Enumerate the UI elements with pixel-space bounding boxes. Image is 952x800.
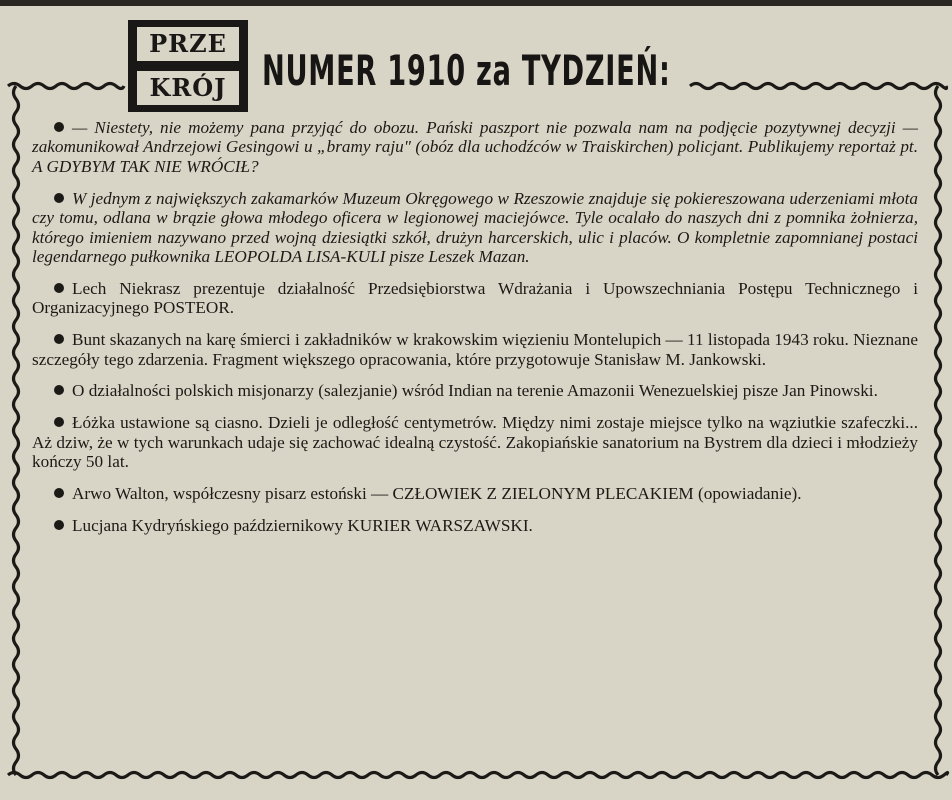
item-text: W jednym z największych zakamarków Muzeum Okręgowego w Rzeszowie znajduje się pokiereszowana uderzeniami młota czy tomu, odlana w brązie głowa młodego oficera w legionowej maciejówce. Tyle ocalało do naszych dni z pomnika żołnierza, którego imieniem nazywano przed wojną dziesiątki szkół, drużyn harcerskich, ulic i placów. O kompletnie zapomnianej postaci legendarnego pułkownika LEOPOLDA LISA-KULI pisze Leszek Mazan. [32,188,918,266]
item-kurier [32,516,918,535]
logo-top-word: PRZE [137,27,239,61]
bullet-icon [54,488,64,498]
frame-bottom [8,773,948,778]
item-text: Łóżka ustawione są ciasno. Dzieli je odległość centymetrów. Między nimi zostaje miejsce tylko na wąziutkie szafeczki... Aż dziw, że w tych warunkach udaje się zachować idealną czystość. Zakopiańskie sanatorium na Bystrem dla dzieci i młodzieży kończy 50 lat. [32,413,918,472]
frame-left [14,86,19,775]
item-asylum-report [32,118,918,176]
item-walton [32,484,918,503]
bullet-icon [54,193,64,203]
item-text: Bunt skazanych na karę śmierci i zakładników w krakowskim więzieniu Montelupich — 11 listopada 1943 roku. Nieznane szczegóły tego zdarzenia. Fragment większego opracowania, które przygotowuje Stanisław M. Jankowski. [32,330,918,369]
item-missionaries [32,381,918,400]
item-text: O działalności polskich misjonarzy (salezjanie) wśród Indian na terenie Amazonii Wenezuelskiej pisze Jan Pinowski. [72,381,878,401]
item-montelupich [32,330,918,369]
frame-top-left [8,84,124,89]
bullet-icon [54,283,64,293]
frame-right [936,86,941,775]
item-text: — Niestety, nie możemy pana przyjąć do obozu. Pański paszport nie pozwala nam na podjęcie pozytywnej decyzji — zakomunikował Andrzejowi Gesingowi u „bramy raju" (obóz dla uchodźców w Traiskirchen) policjant. Publikujemy reportaż pt. A GDYBYM TAK NIE WRÓCIŁ? [32,118,918,176]
issue-title: NUMER 1910 za TYDZIEŃ: [262,46,671,95]
bullet-icon [54,122,64,132]
issue-contents [32,118,918,548]
item-text: Lucjana Kydryńskiego październikowy KURIER WARSZAWSKI. [72,516,533,535]
bullet-icon [54,417,64,427]
item-text: Lech Niekrasz prezentuje działalność Przedsiębiorstwa Wdrażania i Upowszechniania Postępu Technicznego i Organizacyjnego POSTEOR. [32,278,918,318]
bullet-icon [54,385,64,395]
frame-top-right [690,84,947,89]
bullet-icon [54,334,64,344]
item-lis-kula [32,189,918,267]
bullet-icon [54,520,64,530]
item-text: Arwo Walton, współczesny pisarz estoński — CZŁOWIEK Z ZIELONYM PLECAKIEM (opowiadanie). [72,484,802,504]
item-posteor [32,279,918,318]
logo-bottom-word: KRÓJ [137,71,239,105]
item-sanatorium [32,413,918,471]
